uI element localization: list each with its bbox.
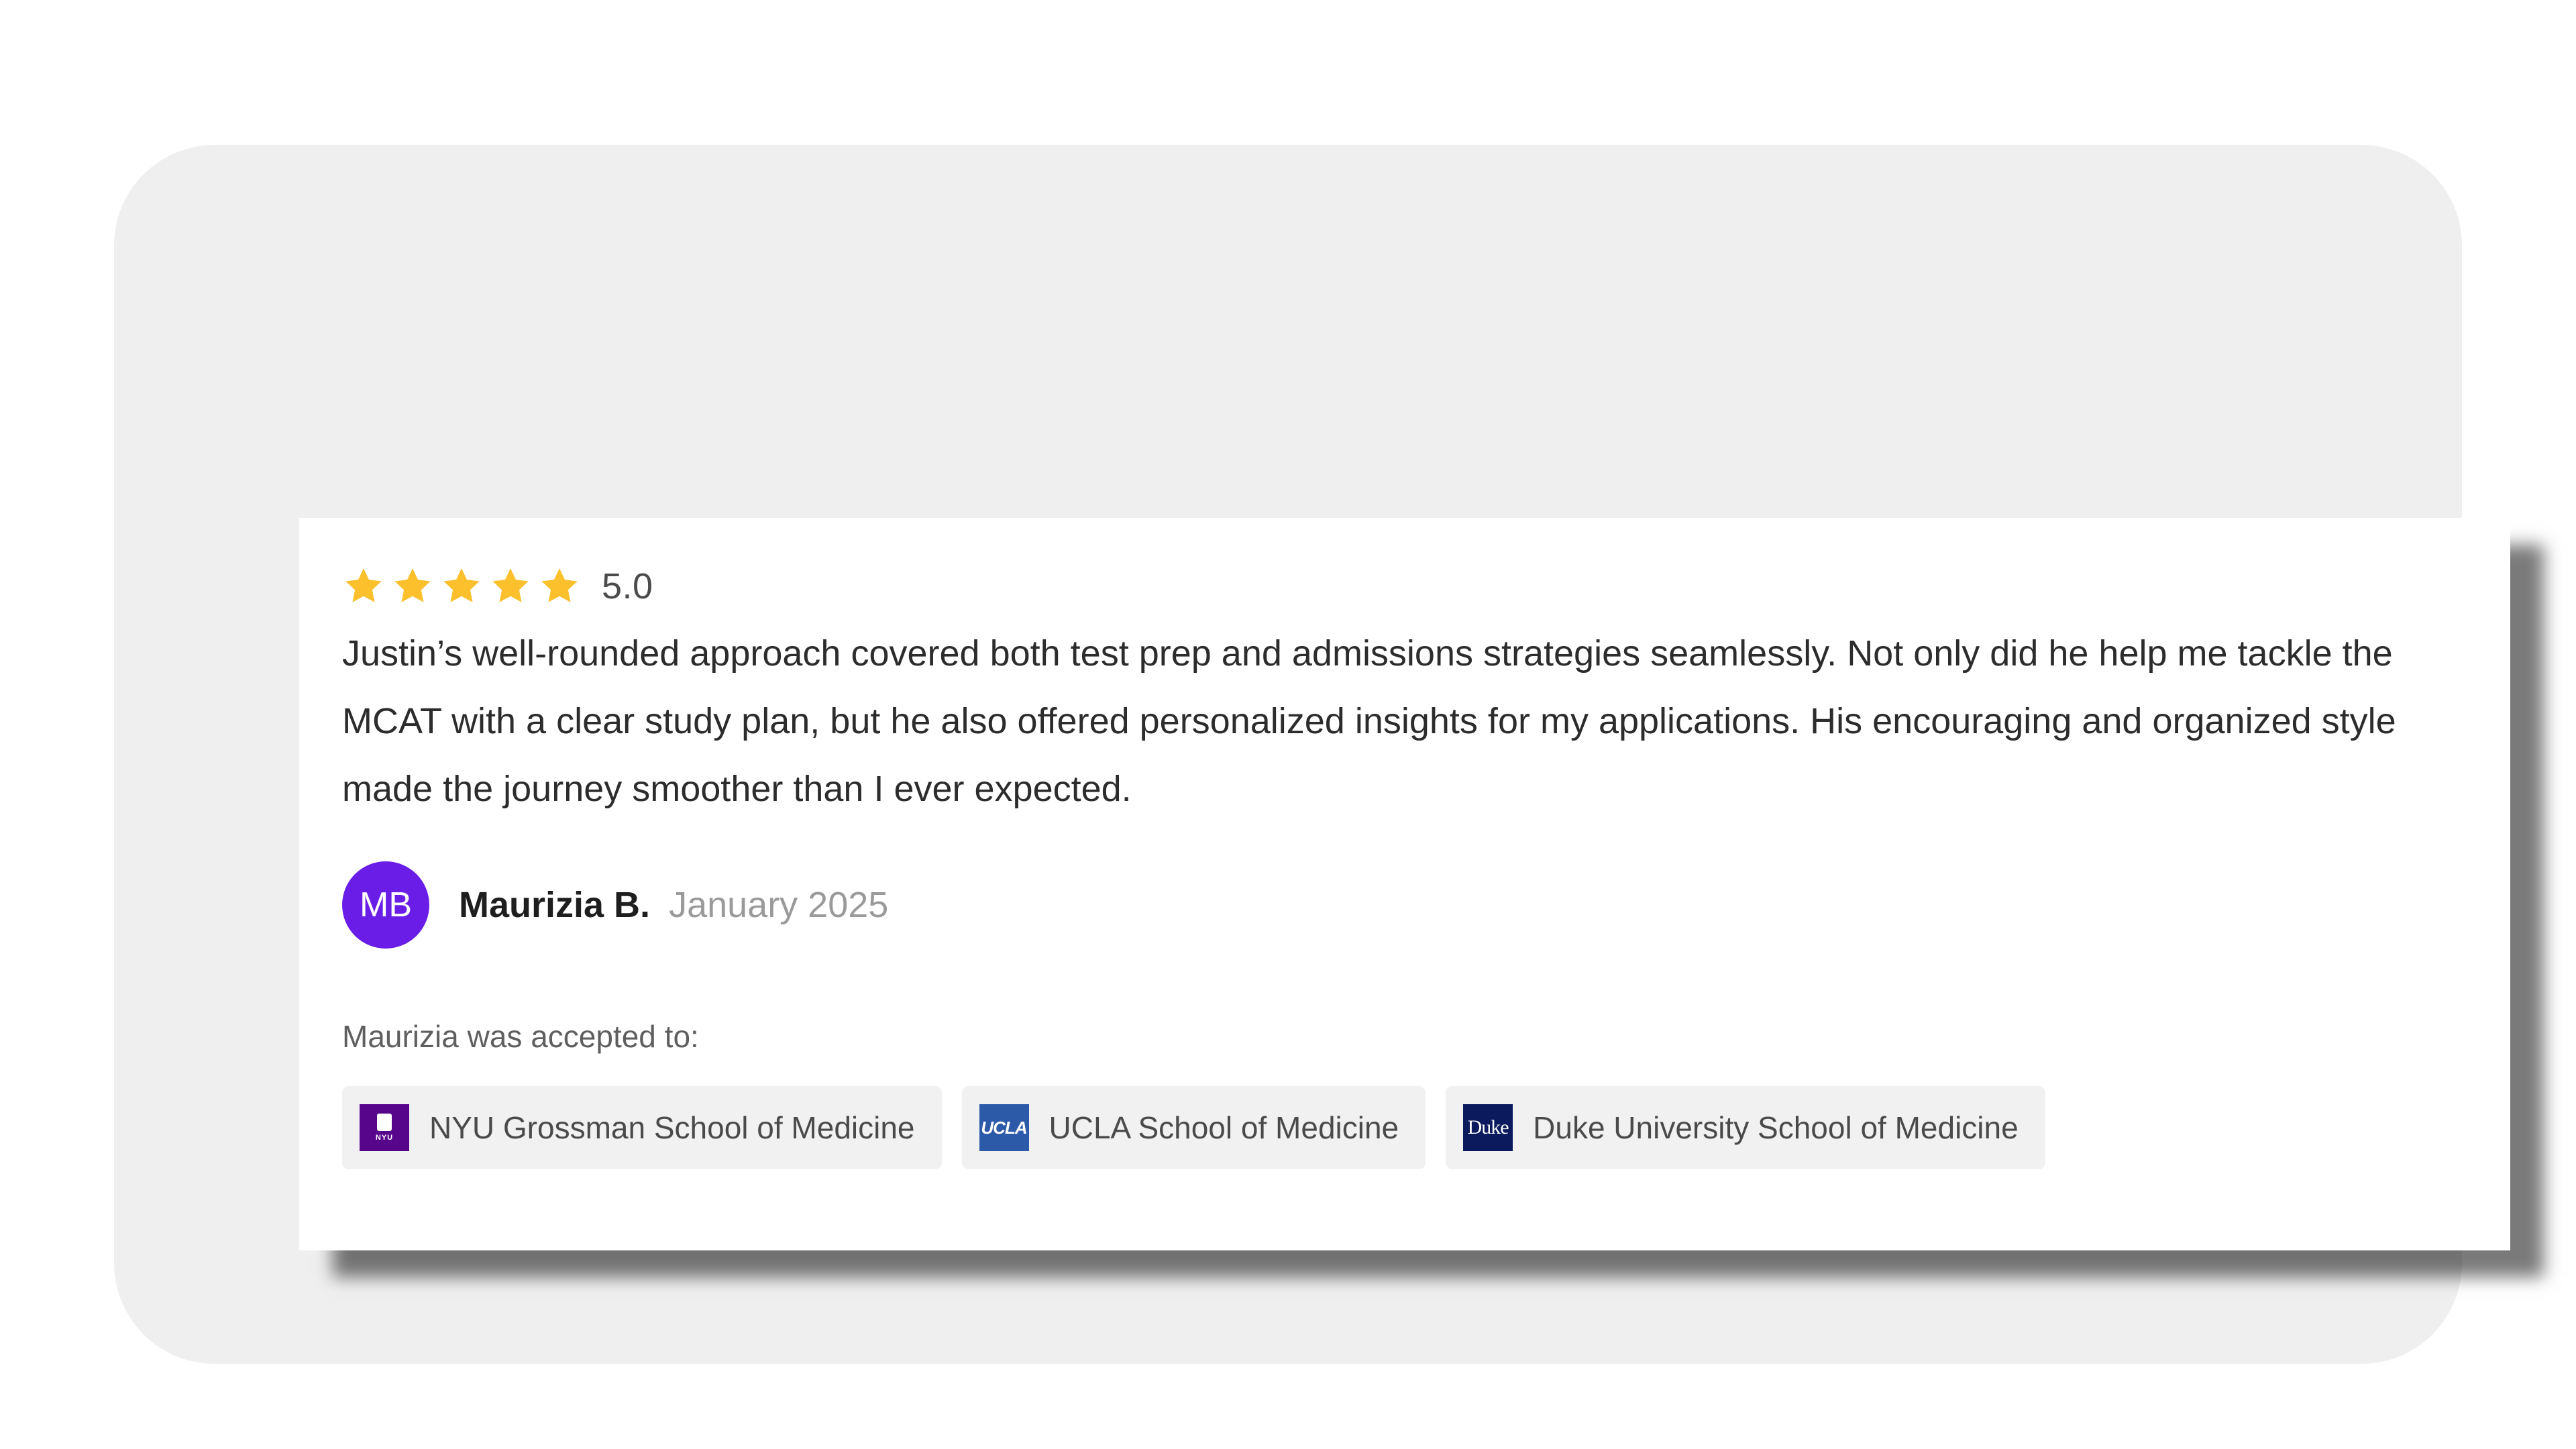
background-frame	[114, 145, 2462, 1364]
accepted-label: Maurizia was accepted to:	[342, 1019, 699, 1054]
star-icon	[489, 566, 532, 607]
star-icon	[440, 566, 483, 607]
rating-row	[342, 558, 653, 614]
school-name: UCLA School of Medicine	[1049, 1110, 1399, 1145]
ucla-logo-icon: UCLA	[979, 1104, 1029, 1151]
school-chip-nyu[interactable]	[342, 1086, 942, 1169]
rating-value: 5.0	[602, 566, 653, 606]
star-icon	[342, 566, 385, 607]
review-author	[342, 861, 888, 949]
avatar: MB	[342, 861, 429, 949]
school-chip-duke[interactable]	[1446, 1086, 2045, 1169]
duke-logo-icon: Duke	[1463, 1104, 1513, 1151]
school-list	[342, 1086, 2065, 1169]
star-rating	[342, 566, 587, 607]
school-chip-ucla[interactable]	[962, 1086, 1426, 1169]
review-text: Justin’s well-rounded approach covered both test prep and admissions strategies seamlessly. Not only did he help me tackle the MCAT with a clear study plan, but he also offered personalized insights for my applications. His encouraging and organized style made the journey smoother than I ever expected.	[342, 633, 2396, 809]
review-date: January 2025	[669, 885, 889, 925]
nyu-logo-icon: NYU	[360, 1104, 409, 1151]
school-name: NYU Grossman School of Medicine	[429, 1110, 915, 1145]
author-name: Maurizia B.	[459, 885, 651, 925]
star-icon	[391, 566, 434, 607]
school-name: Duke University School of Medicine	[1533, 1110, 2019, 1145]
star-icon	[538, 566, 581, 607]
review-card	[299, 518, 2510, 1250]
